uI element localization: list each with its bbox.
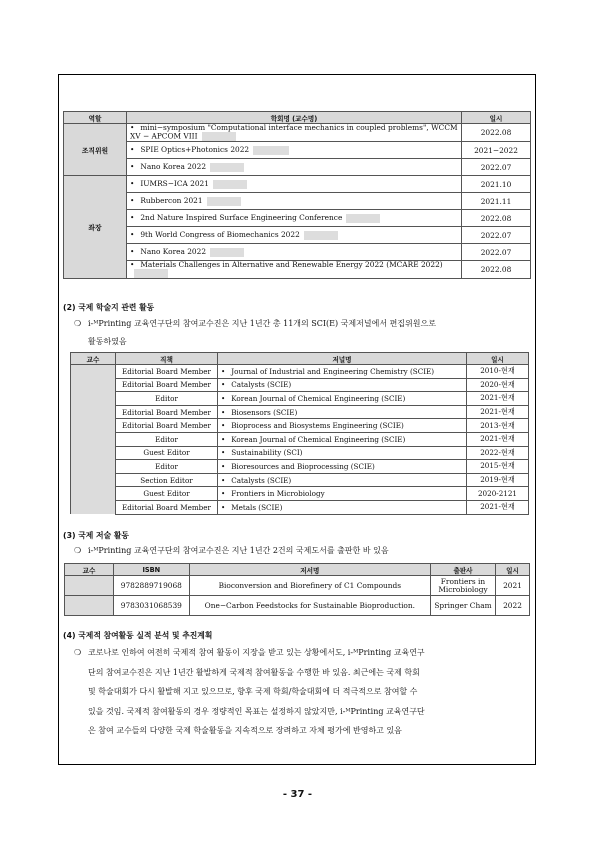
col-header: 역할	[64, 112, 127, 124]
position-cell: Editor	[116, 392, 218, 406]
table-row	[64, 142, 531, 159]
date-cell: 2022.07	[462, 244, 531, 261]
table-row	[64, 261, 531, 279]
table-header-row	[64, 112, 531, 124]
date-cell: 2022.07	[462, 159, 531, 176]
conference-cell: • IUMRS−ICA 2021	[127, 176, 462, 193]
conference-cell: • Nano Korea 2022	[127, 244, 462, 261]
table-row	[64, 210, 531, 227]
position-cell: Editorial Board Member	[116, 378, 218, 392]
journal-cell: • Catalysts (SCIE)	[218, 378, 467, 392]
table-row	[71, 405, 529, 419]
journal-editor-table	[70, 352, 529, 515]
table-row	[71, 446, 529, 460]
publications-table	[64, 563, 530, 616]
table-row	[64, 176, 531, 193]
date-cell: 2021−2022	[462, 142, 531, 159]
position-cell: Editorial Board Member	[116, 405, 218, 419]
conference-cell: • 2nd Nature Inspired Surface Engineering Conference	[127, 210, 462, 227]
table-row	[71, 365, 529, 379]
table-row	[64, 159, 531, 176]
journal-cell: • Journal of Industrial and Engineering Chemistry (SCIE)	[218, 365, 467, 379]
table-row	[71, 392, 529, 406]
journal-cell: • Bioresources and Bioprocessing (SCIE)	[218, 460, 467, 474]
publisher-cell: Springer Cham	[431, 596, 496, 616]
section-heading: (4) 국제적 참여활동 실적 분석 및 추진계획	[63, 631, 213, 640]
col-header: 저널명	[218, 353, 467, 365]
table-row	[71, 500, 529, 514]
journal-cell: • Catalysts (SCIE)	[218, 473, 467, 487]
col-header: 교수	[71, 353, 116, 365]
year-cell: 2022	[496, 596, 530, 616]
date-cell: 2019-현재	[467, 473, 529, 487]
publisher-cell: Frontiers in Microbiology	[431, 576, 496, 596]
position-cell: Editorial Board Member	[116, 419, 218, 433]
position-cell: Editor	[116, 460, 218, 474]
section-paragraph: ❍ 코로나로 인하여 여전히 국제적 참여 활동이 지장을 받고 있는 상황에서도, i-ᴹPrinting 교육연구 단의 참여교수진은 지난 1년간 활발하게 국제적 참여활동을 수행한 바 있음. 최근에는 국제 학회 및 학술대회가 다시 활발해 지고 있으므로, 향후 국제 학회/학술대회에 더 적극적으로 참여할 수 있을 것임. 국제적 참여활동의 경우 정량적인 목표는 설정하지 않았지만, i-ᴹPrinting 교육연구단 은 참여 교수들의 다양한 국제 학술활동을 지속적으로 장려하고 자체 평가에 반영하고 있음	[74, 643, 536, 741]
journal-cell: • Biosensors (SCIE)	[218, 405, 467, 419]
section-heading: (2) 국제 학술지 관련 활동	[63, 303, 155, 312]
col-header: 직책	[116, 353, 218, 365]
role-cell: 조직위원	[64, 124, 127, 176]
date-cell: 2021-현재	[467, 432, 529, 446]
table-header-row	[65, 564, 530, 576]
col-header: 출판사	[431, 564, 496, 576]
title-cell: Bioconversion and Biorefinery of C1 Compounds	[189, 576, 430, 596]
date-cell: 2015-현재	[467, 460, 529, 474]
circle-bullet-icon: ❍	[74, 319, 82, 328]
date-cell: 2020-2121	[467, 487, 529, 501]
date-cell: 2020-현재	[467, 378, 529, 392]
table-row	[71, 460, 529, 474]
redacted-name	[210, 248, 244, 257]
redacted-professor-cell	[71, 365, 116, 515]
date-cell: 2022.08	[462, 210, 531, 227]
conference-cell: • SPIE Optics+Photonics 2022	[127, 142, 462, 159]
date-cell: 2022-현재	[467, 446, 529, 460]
date-cell: 2021-현재	[467, 500, 529, 514]
col-header: 일시	[467, 353, 529, 365]
position-cell: Section Editor	[116, 473, 218, 487]
col-header: 학회명 (교수명)	[127, 112, 462, 124]
year-cell: 2021	[496, 576, 530, 596]
position-cell: Guest Editor	[116, 487, 218, 501]
col-header: 일시	[462, 112, 531, 124]
redacted-name	[253, 146, 289, 155]
table-row	[64, 193, 531, 210]
conference-cell: • mini−symposium "Computational interface mechanics in coupled problems", WCCM XV − APCOM VIII	[127, 124, 462, 142]
position-cell: Editorial Board Member	[116, 500, 218, 514]
redacted-name	[304, 231, 338, 240]
conference-roles-table	[63, 111, 531, 279]
position-cell: Editorial Board Member	[116, 365, 218, 379]
redacted-name	[202, 132, 236, 141]
conference-cell: • 9th World Congress of Biomechanics 2022	[127, 227, 462, 244]
col-header: 일시	[496, 564, 530, 576]
col-header: 교수	[65, 564, 114, 576]
table-row	[64, 227, 531, 244]
redacted-name	[346, 214, 380, 223]
redacted-name	[210, 163, 244, 172]
date-cell: 2022.08	[462, 124, 531, 142]
page-number: - 37 -	[282, 789, 313, 800]
position-cell: Guest Editor	[116, 446, 218, 460]
conference-cell: • Rubbercon 2021	[127, 193, 462, 210]
isbn-cell: 9782889719068	[114, 576, 190, 596]
journal-cell: • Korean Journal of Chemical Engineering (SCIE)	[218, 432, 467, 446]
journal-cell: • Sustainability (SCI)	[218, 446, 467, 460]
date-cell: 2013-현재	[467, 419, 529, 433]
table-row	[65, 596, 530, 616]
date-cell: 2022.07	[462, 227, 531, 244]
journal-cell: • Metals (SCIE)	[218, 500, 467, 514]
redacted-professor-cell	[65, 596, 114, 616]
col-header: ISBN	[114, 564, 190, 576]
col-header: 저서명	[189, 564, 430, 576]
title-cell: One−Carbon Feedstocks for Sustainable Bioproduction.	[189, 596, 430, 616]
table-row	[64, 244, 531, 261]
table-row	[71, 473, 529, 487]
position-cell: Editor	[116, 432, 218, 446]
date-cell: 2022.08	[462, 261, 531, 279]
table-header-row	[71, 353, 529, 365]
section-paragraph: ❍ i-ᴹPrinting 교육연구단의 참여교수진은 지난 1년간 총 11개의 SCI(E) 국제저널에서 편집위원으로 활동하였음	[74, 315, 534, 350]
redacted-name	[134, 269, 168, 278]
circle-bullet-icon: ❍	[74, 546, 82, 555]
table-row	[71, 378, 529, 392]
table-row	[65, 576, 530, 596]
section-heading: (3) 국제 저술 활동	[63, 531, 129, 540]
date-cell: 2021.11	[462, 193, 531, 210]
conference-cell: • Materials Challenges in Alternative and Renewable Energy 2022 (MCARE 2022)	[127, 261, 462, 279]
isbn-cell: 9783031068539	[114, 596, 190, 616]
redacted-name	[213, 180, 247, 189]
section-paragraph: ❍ i-ᴹPrinting 교육연구단의 참여교수진은 지난 1년간 2건의 국제도서를 출판한 바 있음	[74, 542, 534, 560]
date-cell: 2021.10	[462, 176, 531, 193]
redacted-professor-cell	[65, 576, 114, 596]
conference-cell: • Nano Korea 2022	[127, 159, 462, 176]
table-row	[71, 487, 529, 501]
circle-bullet-icon: ❍	[74, 648, 82, 657]
journal-cell: • Bioprocess and Biosystems Engineering (SCIE)	[218, 419, 467, 433]
date-cell: 2021-현재	[467, 392, 529, 406]
table-row	[71, 419, 529, 433]
role-cell: 좌장	[64, 176, 127, 279]
journal-cell: • Frontiers in Microbiology	[218, 487, 467, 501]
journal-cell: • Korean Journal of Chemical Engineering (SCIE)	[218, 392, 467, 406]
date-cell: 2010-현재	[467, 365, 529, 379]
table-row	[64, 124, 531, 142]
table-row	[71, 432, 529, 446]
redacted-name	[207, 197, 241, 206]
date-cell: 2021-현재	[467, 405, 529, 419]
